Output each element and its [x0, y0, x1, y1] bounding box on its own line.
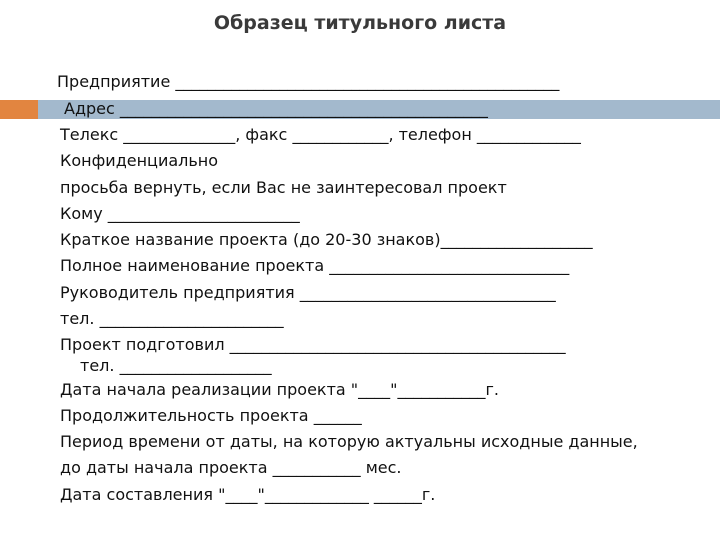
- line-director: Руководитель предприятия ________________________________: [60, 283, 556, 302]
- line-return-request: просьба вернуть, если Вас не заинтересовал проект: [60, 178, 507, 197]
- line-duration: Продолжительность проекта ______: [60, 406, 362, 425]
- line-period-2: до даты начала проекта ___________ мес.: [60, 458, 402, 477]
- line-telex-fax-phone: Телекс ______________, факс ____________, телефон _____________: [60, 125, 581, 144]
- line-to-whom: Кому ________________________: [60, 204, 300, 223]
- line-period-1: Период времени от даты, на которую актуальны исходные данные,: [60, 432, 638, 451]
- line-address: Адрес ______________________________________________: [64, 99, 488, 118]
- line-compilation-date: Дата составления "____"_____________ ______г.: [60, 485, 436, 504]
- line-start-date: Дата начала реализации проекта "____"___________г.: [60, 380, 500, 399]
- line-enterprise: Предприятие ________________________________________________: [57, 72, 560, 91]
- accent-bar-orange: [0, 100, 38, 119]
- line-short-name: Краткое название проекта (до 20-30 знаков)___________________: [60, 230, 593, 249]
- line-prepared-by: Проект подготовил __________________________________________: [60, 335, 566, 354]
- line-preparer-phone: тел. ___________________: [80, 356, 272, 375]
- line-full-name: Полное наименование проекта ______________________________: [60, 256, 570, 275]
- page-title: Образец титульного листа: [213, 12, 507, 34]
- line-confidential: Конфиденциально: [60, 151, 219, 170]
- line-director-phone: тел. _______________________: [60, 309, 284, 328]
